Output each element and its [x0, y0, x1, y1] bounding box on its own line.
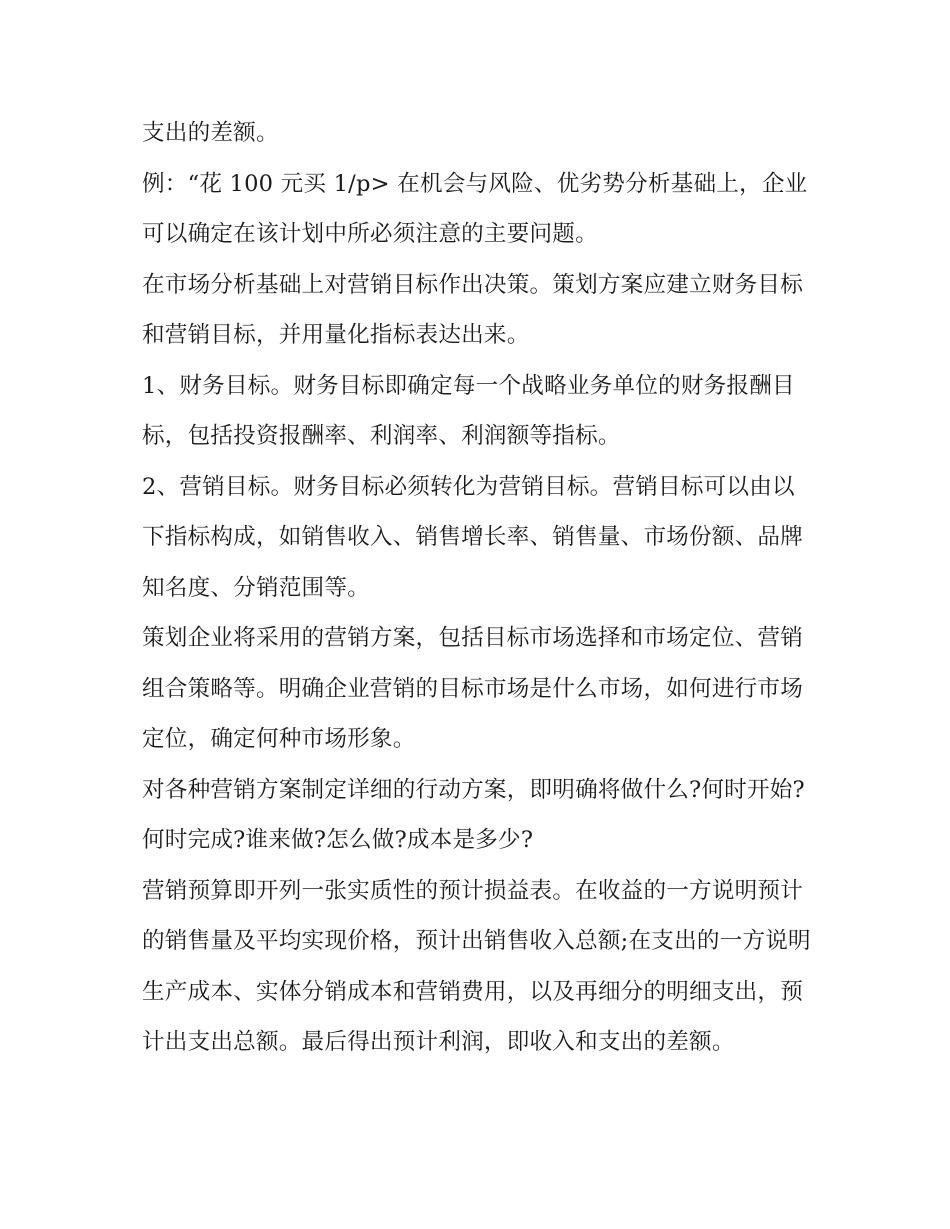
paragraph-marketing-plan: 策划企业将采用的营销方案，包括目标市场选择和市场定位、营销组合策略等。明确企业营销的目标市场是什么市场，如何进行市场定位，确定何种市场形象。: [142, 625, 804, 752]
paragraph-marketing-goal: 2、营销目标。财务目标必须转化为营销目标。营销目标可以由以下指标构成，如销售收入、销售增长率、销售量、市场份额、品牌知名度、分销范围等。: [142, 473, 804, 601]
paragraph-marketing-decision: 在市场分析基础上对营销目标作出决策。策划方案应建立财务目标和营销目标，并用量化指标表达出来。: [142, 271, 804, 348]
paragraph-marketing-budget: 营销预算即开列一张实质性的预计损益表。在收益的一方说明预计的销售量及平均实现价格，预计出销售收入总额;在支出的一方说明生产成本、实体分销成本和营销费用，以及再细分的明细支出，预计出支出总额。最后得出预计利润，即收入和支出的差额。: [142, 877, 811, 1055]
paragraph-continuation: 支出的差额。: [142, 120, 279, 146]
document-body: [142, 108, 814, 1068]
paragraph-example: 例：“花 100 元买 1/p> 在机会与风险、优劣势分析基础上，企业可以确定在该计划中所必须注意的主要问题。: [142, 170, 808, 247]
paragraph-financial-goal: 1、财务目标。财务目标即确定每一个战略业务单位的财务报酬目标，包括投资报酬率、利润率、利润额等指标。: [142, 372, 795, 449]
paragraph-action-plan: 对各种营销方案制定详细的行动方案，即明确将做什么?何时开始?何时完成?谁来做?怎么做?成本是多少?: [142, 776, 805, 853]
